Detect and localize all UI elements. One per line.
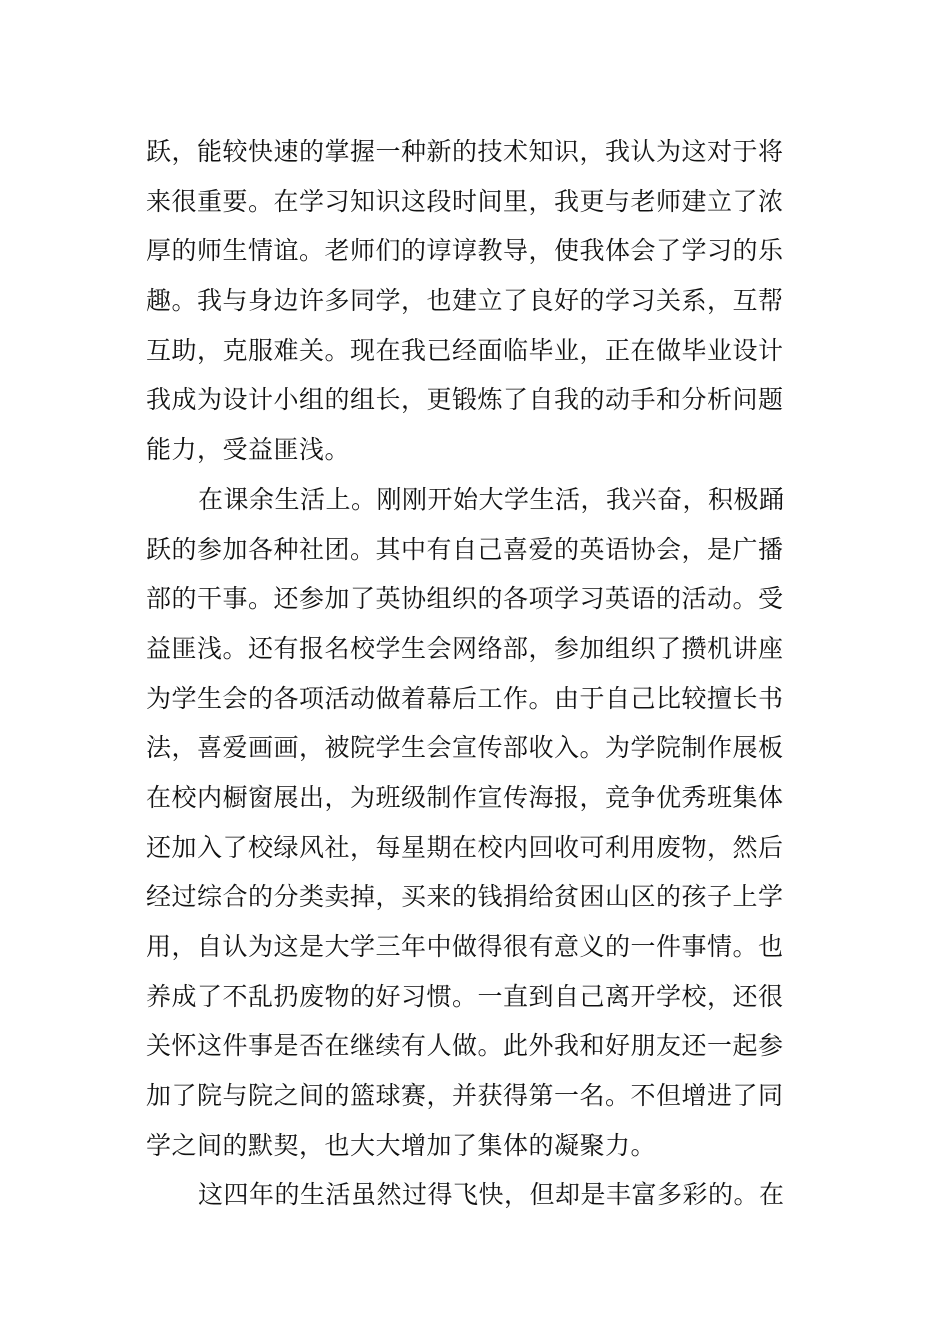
text-line: 跃，能较快速的掌握一种新的技术知识，我认为这对于将	[146, 137, 784, 166]
text-line: 加了院与院之间的篮球赛，并获得第一名。不但增进了同	[146, 1081, 784, 1111]
text-line: 为学生会的各项活动做着幕后工作。由于自己比较擅长书	[146, 683, 784, 713]
text-line: 跃的参加各种社团。其中有自己喜爱的英语协会，是广播	[146, 534, 784, 564]
text-line: 来很重要。在学习知识这段时间里，我更与老师建立了浓	[146, 186, 784, 216]
text-line: 学之间的默契，也大大增加了集体的凝聚力。	[146, 1130, 657, 1160]
text-line: 厚的师生情谊。老师们的谆谆教导，使我体会了学习的乐	[146, 236, 784, 266]
paragraph-start-line: 在课余生活上。刚刚开始大学生活，我兴奋，积极踊	[198, 484, 785, 514]
text-line: 益匪浅。还有报名校学生会网络部，参加组织了攒机讲座	[146, 633, 784, 663]
text-line: 用，自认为这是大学三年中做得很有意义的一件事情。也	[146, 932, 784, 961]
text-line: 经过综合的分类卖掉，买来的钱捐给贫困山区的孩子上学	[146, 882, 784, 912]
text-line: 我成为设计小组的组长，更锻炼了自我的动手和分析问题	[146, 385, 784, 415]
text-line: 关怀这件事是否在继续有人做。此外我和好朋友还一起参	[146, 1031, 784, 1061]
text-line: 能力，受益匪浅。	[146, 435, 351, 465]
text-line: 在校内橱窗展出，为班级制作宣传海报，竞争优秀班集体	[146, 782, 784, 812]
text-line: 还加入了校绿风社，每星期在校内回收可利用废物，然后	[146, 832, 784, 862]
text-line: 部的干事。还参加了英协组织的各项学习英语的活动。受	[146, 584, 784, 614]
text-line: 法，喜爱画画，被院学生会宣传部收入。为学院制作展板	[146, 733, 784, 763]
paragraph-start-line: 这四年的生活虽然过得飞快，但却是丰富多彩的。在	[198, 1180, 785, 1210]
document-body	[146, 127, 818, 1220]
text-line: 养成了不乱扔废物的好习惯。一直到自己离开学校，还很	[146, 981, 784, 1011]
text-line: 互助，克服难关。现在我已经面临毕业，正在做毕业设计	[146, 335, 784, 365]
text-line: 趣。我与身边许多同学，也建立了良好的学习关系，互帮	[146, 286, 784, 316]
